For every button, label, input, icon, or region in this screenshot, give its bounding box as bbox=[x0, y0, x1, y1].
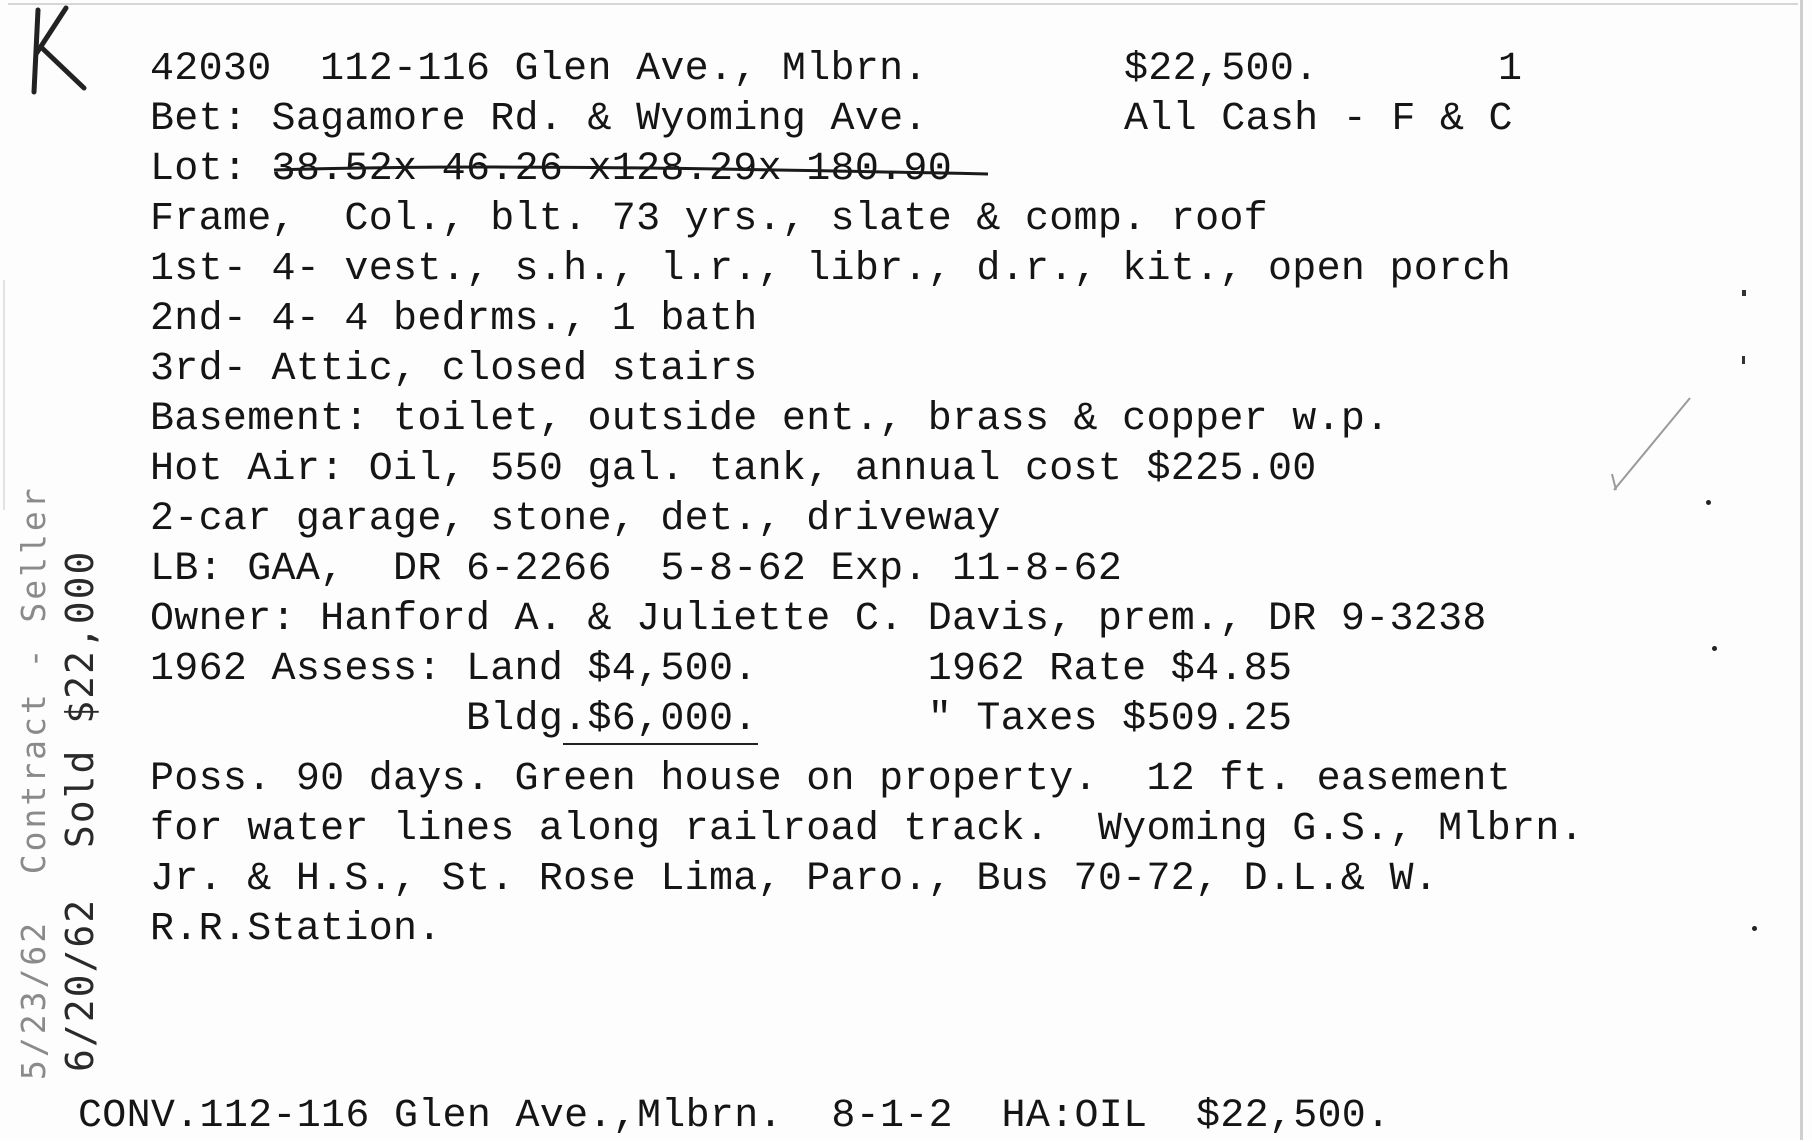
card-top-edge bbox=[8, 3, 1798, 5]
taxes-text: " Taxes $509.25 bbox=[757, 697, 1293, 742]
card-line-first-floor: 1st- 4- vest., s.h., l.r., libr., d.r., kit., open porch bbox=[150, 247, 1512, 292]
card-line-2-between: Bet: Sagamore Rd. & Wyoming Ave. bbox=[150, 97, 928, 142]
lot-dimensions-struck: 38.52x 46.26 x128.29x 180.90 bbox=[271, 147, 953, 192]
card-line-schools: Jr. & H.S., St. Rose Lima, Paro., Bus 70-72, D.L.& W. bbox=[150, 857, 1439, 902]
card-line-owner: Owner: Hanford A. & Juliette C. Davis, prem., DR 9-3238 bbox=[150, 597, 1487, 642]
card-line-frame: Frame, Col., blt. 73 yrs., slate & comp. roof bbox=[150, 197, 1268, 242]
card-line-garage: 2-car garage, stone, det., driveway bbox=[150, 497, 1001, 542]
side-stamp-sold: 6/20/62 Sold $22,000 bbox=[58, 549, 102, 1072]
card-left-edge bbox=[3, 280, 5, 510]
bldg-value-underlined: .$6,000. bbox=[563, 697, 757, 745]
card-right-edge bbox=[1800, 0, 1803, 1140]
speck bbox=[1752, 926, 1757, 931]
speck bbox=[1742, 290, 1746, 296]
speck bbox=[1712, 646, 1717, 651]
pencil-check-mark bbox=[1606, 390, 1696, 500]
card-line-2-terms: All Cash - F & C bbox=[1124, 97, 1513, 142]
side-stamp-contract: 5/23/62 Contract - Seller bbox=[14, 485, 53, 1080]
lot-label: Lot: bbox=[150, 147, 272, 192]
card-line-heating: Hot Air: Oil, 550 gal. tank, annual cost $225.00 bbox=[150, 447, 1317, 492]
card-line-third-floor: 3rd- Attic, closed stairs bbox=[150, 347, 758, 392]
card-line-second-floor: 2nd- 4- 4 bedrms., 1 bath bbox=[150, 297, 758, 342]
card-line-station: R.R.Station. bbox=[150, 907, 442, 952]
card-line-assessment: 1962 Assess: Land $4,500. 1962 Rate $4.85 bbox=[150, 647, 1293, 692]
speck bbox=[1706, 500, 1711, 505]
card-line-1-price: $22,500. bbox=[1124, 47, 1319, 92]
speck bbox=[1742, 356, 1745, 364]
card-line-1-address: 42030 112-116 Glen Ave., Mlbrn. bbox=[150, 47, 928, 92]
card-line-lockbox: LB: GAA, DR 6-2266 5-8-62 Exp. 11-8-62 bbox=[150, 547, 1123, 592]
handwritten-k bbox=[22, 0, 94, 100]
bldg-label: Bldg bbox=[150, 697, 564, 742]
card-line-easement: for water lines along railroad track. Wyoming G.S., Mlbrn. bbox=[150, 807, 1584, 852]
card-line-basement: Basement: toilet, outside ent., brass & copper w.p. bbox=[150, 397, 1390, 442]
card-line-1-count: 1 bbox=[1498, 47, 1523, 92]
card-line-possession: Poss. 90 days. Green house on property. 12 ft. easement bbox=[150, 757, 1512, 802]
card-line-building-taxes bbox=[150, 695, 1292, 745]
card-footer-summary: CONV.112-116 Glen Ave.,Mlbrn. 8-1-2 HA:OIL $22,500. bbox=[78, 1094, 1391, 1139]
strikethrough-mark bbox=[272, 150, 992, 190]
